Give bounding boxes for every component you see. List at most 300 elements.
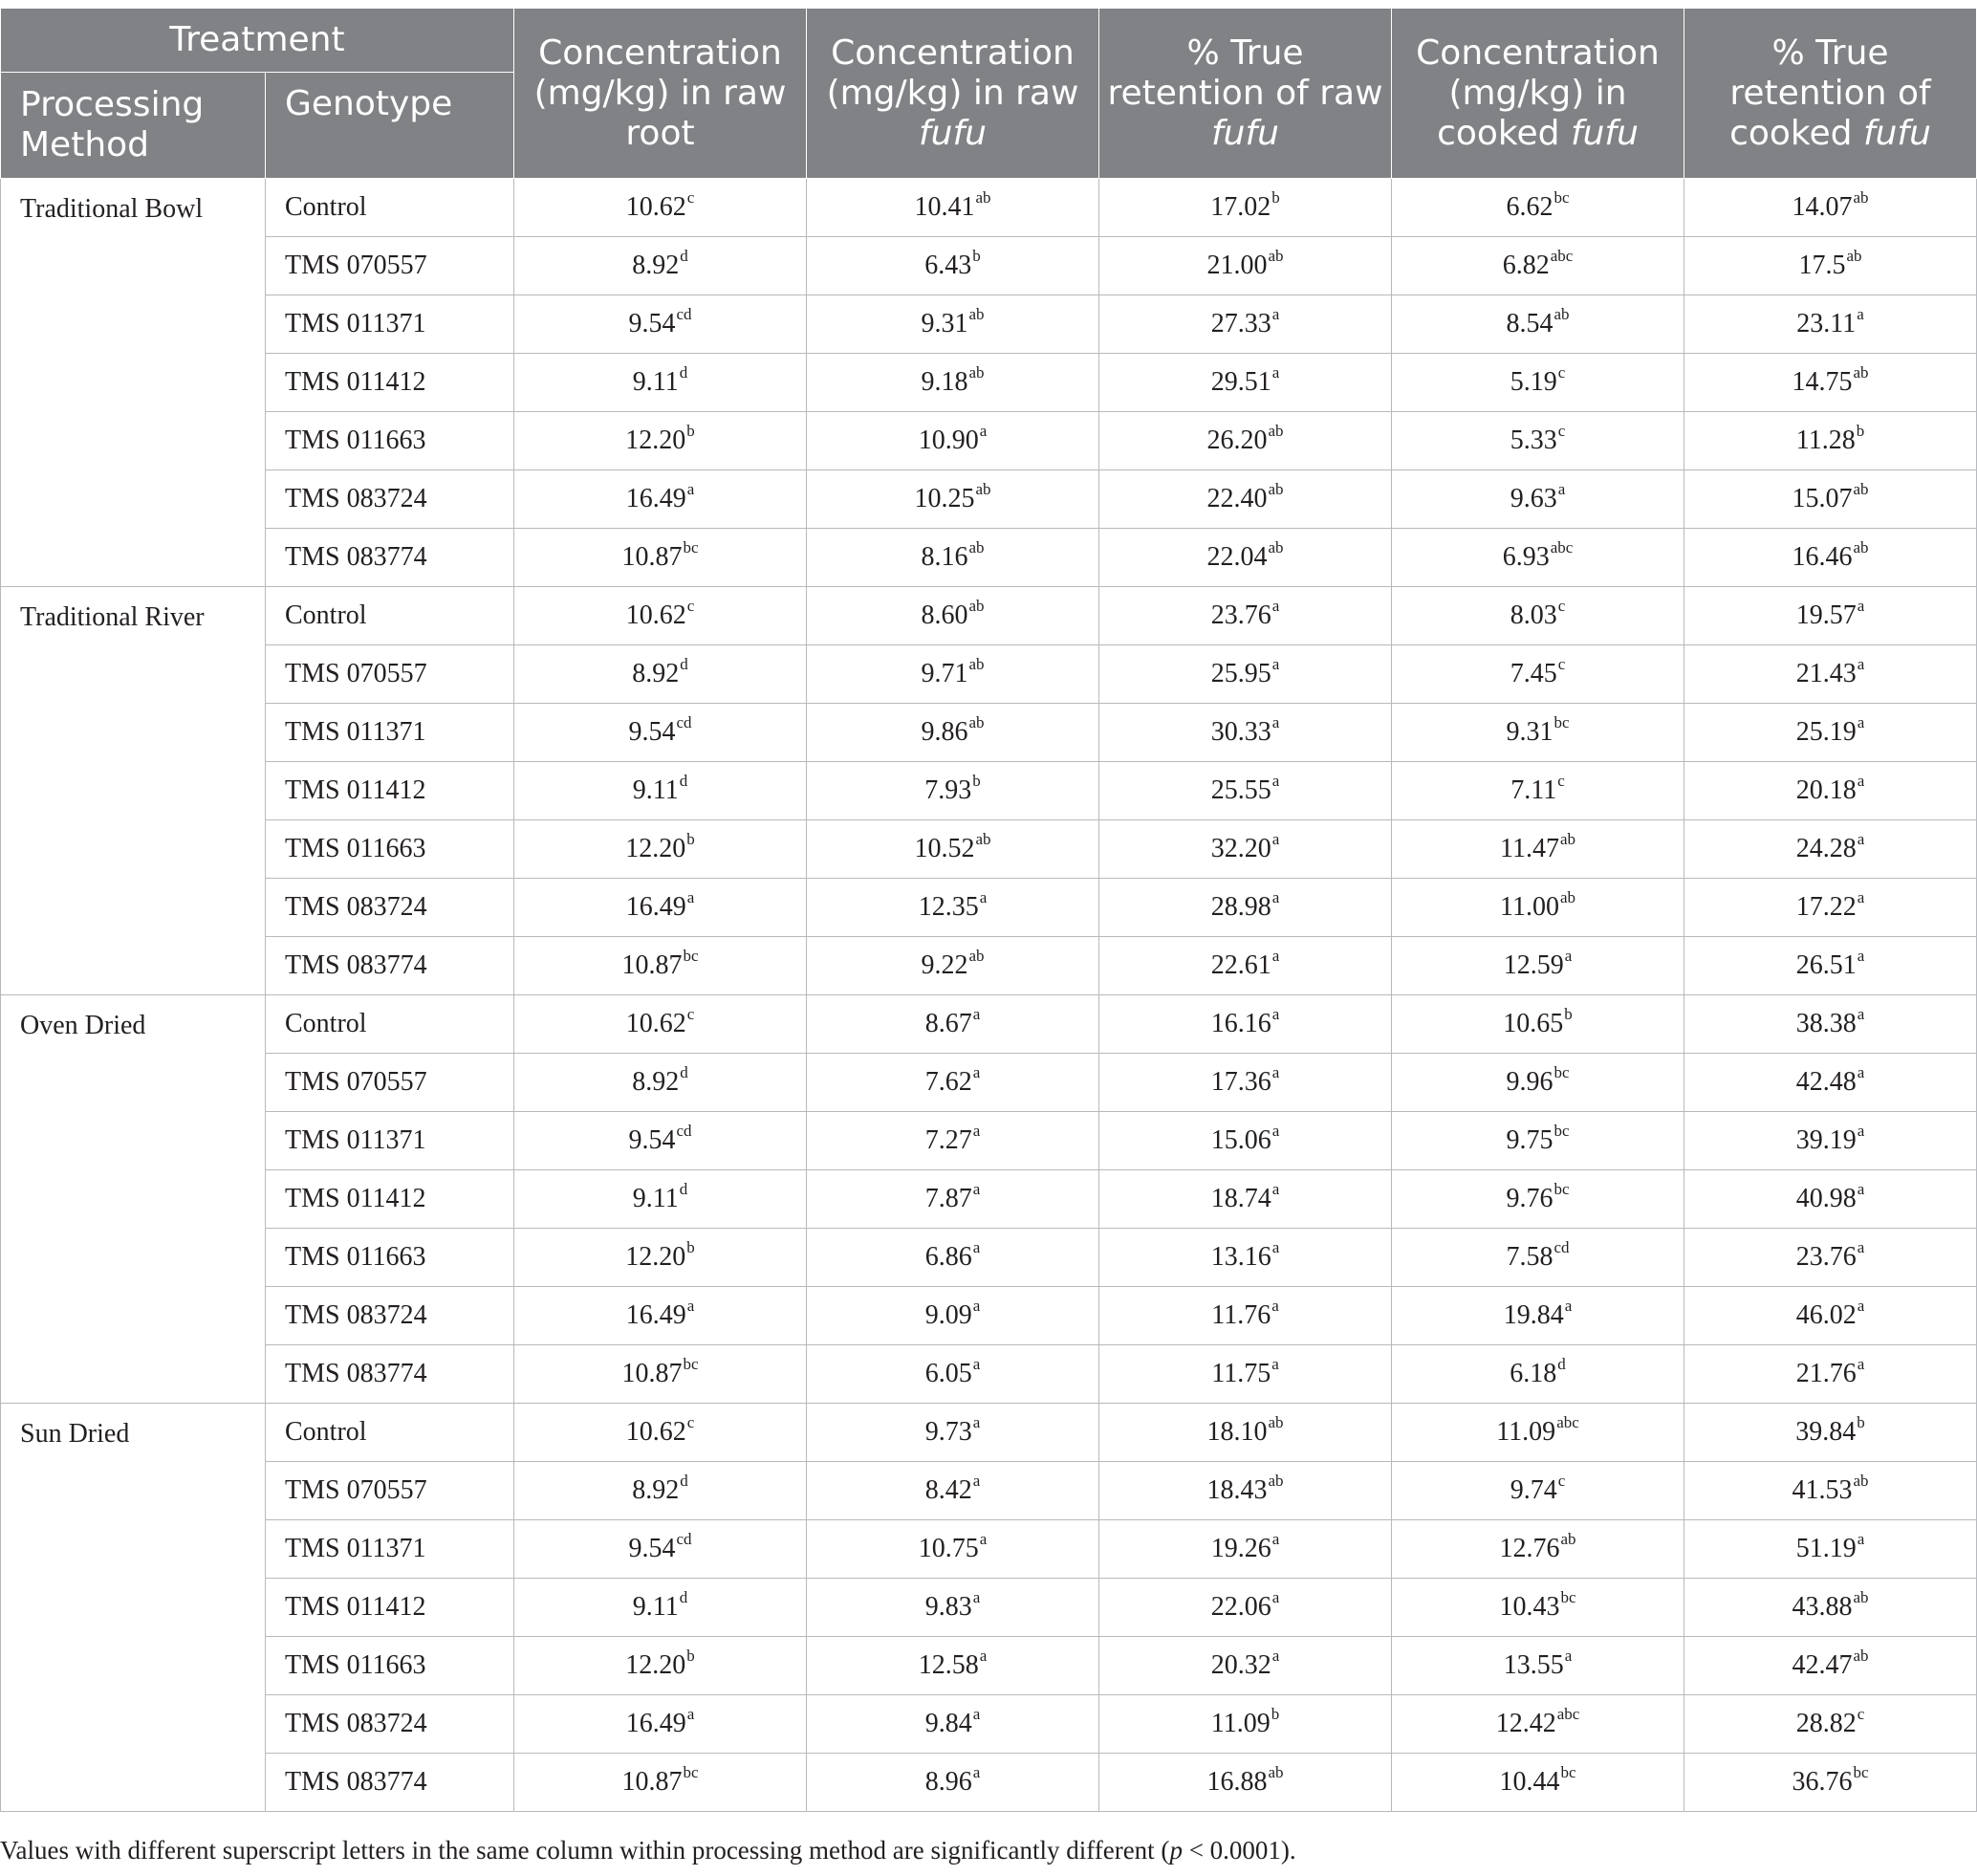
cell-value: 11.00 — [1499, 892, 1559, 922]
value-cell — [1684, 1229, 1977, 1287]
cell-value: 22.06 — [1210, 1592, 1271, 1622]
table-footnote — [0, 1836, 1296, 1865]
genotype-cell: TMS 083724 — [266, 879, 514, 937]
cell-value: 7.93 — [924, 775, 972, 805]
value-cell — [807, 645, 1099, 704]
cell-value: 11.09 — [1210, 1709, 1271, 1738]
genotype-cell: TMS 011371 — [266, 704, 514, 762]
value-cell — [1099, 1170, 1392, 1229]
genotype-cell: TMS 011412 — [266, 354, 514, 412]
value-cell — [514, 529, 807, 587]
cell-superscript: a — [686, 480, 695, 498]
value-cell — [514, 1054, 807, 1112]
value-cell — [807, 1579, 1099, 1637]
value-cell — [514, 587, 807, 645]
cell-superscript: a — [1857, 1122, 1865, 1140]
table-row — [1, 179, 1977, 237]
value-cell — [1684, 295, 1977, 354]
value-cell — [1099, 1695, 1392, 1754]
cell-value: 41.53 — [1792, 1475, 1853, 1505]
value-cell — [1392, 1637, 1684, 1695]
value-cell — [514, 1229, 807, 1287]
cell-superscript: a — [1271, 1588, 1280, 1606]
processing-method-cell: Traditional River — [1, 587, 266, 995]
genotype-cell: TMS 070557 — [266, 1462, 514, 1520]
value-cell — [1392, 354, 1684, 412]
cell-superscript: bc — [683, 538, 699, 556]
value-cell — [514, 1695, 807, 1754]
value-cell — [1099, 1637, 1392, 1695]
cell-superscript: a — [1271, 1180, 1280, 1198]
value-cell — [1392, 704, 1684, 762]
cell-superscript: ab — [1560, 1530, 1576, 1548]
cell-superscript: a — [1857, 1063, 1865, 1081]
cell-value: 20.18 — [1795, 775, 1857, 805]
footnote-text: Values with different superscript letters in the same column within processing method are significantly different ( — [0, 1836, 1170, 1865]
table-row — [1, 529, 1977, 587]
cell-value: 10.87 — [621, 1767, 683, 1797]
value-cell — [1099, 470, 1392, 529]
cell-superscript: bc — [1553, 1063, 1570, 1081]
value-cell — [1099, 704, 1392, 762]
table-row — [1, 1462, 1977, 1520]
cell-superscript: a — [1857, 305, 1864, 323]
value-cell — [1392, 820, 1684, 879]
cell-superscript: a — [686, 1297, 695, 1315]
cell-value: 10.25 — [914, 484, 975, 513]
value-cell — [1392, 762, 1684, 820]
cell-superscript: a — [972, 1005, 981, 1023]
value-cell — [807, 1054, 1099, 1112]
cell-superscript: c — [1557, 597, 1566, 615]
table-row — [1, 1695, 1977, 1754]
cell-value: 9.11 — [632, 775, 679, 805]
value-cell — [1392, 879, 1684, 937]
header-fufu-italic: fufu — [1570, 113, 1639, 153]
cell-superscript: a — [1271, 830, 1280, 848]
cell-superscript: b — [1271, 1705, 1280, 1723]
cell-superscript: bc — [1553, 188, 1570, 207]
value-cell — [1684, 1404, 1977, 1462]
cell-superscript: ab — [1268, 422, 1284, 440]
cell-value: 9.31 — [1506, 717, 1553, 747]
value-cell — [1099, 1579, 1392, 1637]
value-cell — [514, 762, 807, 820]
cell-superscript: a — [686, 888, 695, 906]
cell-value: 12.76 — [1499, 1534, 1560, 1563]
header-treatment: Treatment — [1, 9, 514, 73]
cell-value: 8.42 — [924, 1475, 972, 1505]
cell-superscript: a — [1857, 1297, 1865, 1315]
value-cell — [1099, 1520, 1392, 1579]
value-cell — [1684, 1345, 1977, 1404]
cell-superscript: b — [686, 422, 695, 440]
footnote-tail: < 0.0001). — [1182, 1836, 1296, 1865]
cell-superscript: b — [686, 1647, 695, 1665]
value-cell — [1684, 354, 1977, 412]
value-cell — [1392, 1462, 1684, 1520]
cell-superscript: a — [1857, 1530, 1865, 1548]
table-row — [1, 820, 1977, 879]
cell-superscript: c — [686, 1413, 695, 1431]
genotype-cell: TMS 011663 — [266, 820, 514, 879]
value-cell — [1684, 937, 1977, 995]
cell-value: 16.49 — [625, 484, 686, 513]
cell-superscript: ab — [1559, 888, 1575, 906]
cell-value: 16.49 — [625, 1300, 686, 1330]
value-cell — [807, 1462, 1099, 1520]
value-cell — [807, 1112, 1099, 1170]
cell-value: 17.36 — [1210, 1067, 1271, 1097]
cell-value: 19.26 — [1210, 1534, 1271, 1563]
cell-superscript: ab — [968, 305, 985, 323]
cell-superscript: ab — [1559, 830, 1575, 848]
value-cell — [1099, 1754, 1392, 1812]
value-cell — [514, 820, 807, 879]
value-cell — [1684, 995, 1977, 1054]
cell-superscript: d — [679, 363, 688, 382]
cell-superscript: c — [686, 1005, 695, 1023]
value-cell — [1684, 470, 1977, 529]
cell-value: 12.59 — [1503, 950, 1564, 980]
cell-value: 9.11 — [632, 1184, 679, 1213]
cell-superscript: abc — [1550, 247, 1574, 265]
table-row — [1, 762, 1977, 820]
value-cell — [807, 1520, 1099, 1579]
table-row — [1, 412, 1977, 470]
cell-value: 17.22 — [1795, 892, 1857, 922]
cell-value: 8.92 — [632, 659, 680, 688]
cell-superscript: a — [686, 1705, 695, 1723]
cell-superscript: bc — [1553, 1180, 1570, 1198]
cell-superscript: a — [1564, 1647, 1573, 1665]
value-cell — [807, 179, 1099, 237]
cell-value: 12.42 — [1495, 1709, 1556, 1738]
value-cell — [1392, 1404, 1684, 1462]
header-raw-fufu-label: Concentration (mg/kg) in raw — [826, 33, 1079, 113]
value-cell — [514, 354, 807, 412]
cell-value: 26.20 — [1206, 425, 1268, 455]
value-cell — [1099, 995, 1392, 1054]
value-cell — [1392, 1054, 1684, 1112]
value-cell — [1099, 1112, 1392, 1170]
value-cell — [1684, 762, 1977, 820]
value-cell — [514, 1754, 807, 1812]
cell-value: 12.20 — [625, 425, 686, 455]
cell-value: 23.76 — [1795, 1242, 1857, 1272]
cell-superscript: ab — [1846, 247, 1862, 265]
table-row — [1, 1229, 1977, 1287]
value-cell — [1099, 354, 1392, 412]
value-cell — [1684, 587, 1977, 645]
cell-superscript: d — [679, 1180, 688, 1198]
cell-value: 10.75 — [918, 1534, 979, 1563]
cell-superscript: d — [679, 772, 688, 790]
cell-superscript: a — [979, 1647, 988, 1665]
processing-method-cell: Oven Dried — [1, 995, 266, 1404]
cell-value: 16.49 — [625, 892, 686, 922]
cell-value: 13.55 — [1503, 1650, 1564, 1680]
cell-superscript: a — [1857, 1005, 1865, 1023]
cell-value: 22.61 — [1210, 950, 1271, 980]
cell-value: 39.84 — [1795, 1417, 1857, 1447]
header-raw-root — [514, 9, 807, 179]
genotype-cell: Control — [266, 587, 514, 645]
value-cell — [514, 1579, 807, 1637]
cell-value: 7.58 — [1506, 1242, 1553, 1272]
value-cell — [1684, 1579, 1977, 1637]
table-row — [1, 237, 1977, 295]
cell-superscript: d — [1557, 1355, 1566, 1373]
value-cell — [807, 879, 1099, 937]
cell-value: 6.05 — [924, 1359, 972, 1388]
cell-value: 21.43 — [1795, 659, 1857, 688]
value-cell — [514, 704, 807, 762]
cell-value: 10.52 — [914, 834, 975, 863]
cell-value: 23.11 — [1796, 309, 1857, 338]
retention-table — [0, 8, 1977, 1812]
header-cooked-fufu-label: Concentration (mg/kg) in cooked — [1416, 33, 1660, 153]
cell-value: 42.48 — [1795, 1067, 1857, 1097]
value-cell — [1099, 820, 1392, 879]
table-row — [1, 354, 1977, 412]
value-cell — [1392, 1695, 1684, 1754]
cell-value: 10.65 — [1503, 1009, 1564, 1038]
cell-value: 27.33 — [1210, 309, 1271, 338]
table-row — [1, 1404, 1977, 1462]
cell-value: 9.96 — [1506, 1067, 1553, 1097]
value-cell — [1099, 237, 1392, 295]
cell-value: 10.87 — [621, 542, 683, 572]
cell-superscript: ab — [968, 947, 985, 965]
cell-superscript: a — [972, 1063, 981, 1081]
value-cell — [1392, 587, 1684, 645]
value-cell — [1684, 879, 1977, 937]
value-cell — [514, 295, 807, 354]
genotype-cell: TMS 011412 — [266, 762, 514, 820]
value-cell — [1392, 1170, 1684, 1229]
genotype-cell: TMS 083774 — [266, 529, 514, 587]
value-cell — [1099, 879, 1392, 937]
value-cell — [1684, 1754, 1977, 1812]
genotype-cell: TMS 083724 — [266, 1695, 514, 1754]
cell-superscript: a — [1271, 1005, 1280, 1023]
genotype-cell: TMS 011371 — [266, 295, 514, 354]
cell-superscript: ab — [1268, 538, 1284, 556]
table-row — [1, 937, 1977, 995]
value-cell — [807, 1404, 1099, 1462]
cell-value: 7.27 — [924, 1125, 972, 1155]
value-cell — [514, 1462, 807, 1520]
cell-superscript: c — [1557, 422, 1566, 440]
table-body — [1, 179, 1977, 1812]
value-cell — [1099, 1404, 1392, 1462]
cell-superscript: ab — [1268, 1763, 1284, 1781]
cell-value: 6.82 — [1502, 251, 1550, 280]
cell-value: 21.00 — [1206, 251, 1268, 280]
cell-superscript: ab — [1853, 1472, 1869, 1490]
cell-value: 7.62 — [924, 1067, 972, 1097]
cell-superscript: a — [1271, 363, 1280, 382]
value-cell — [1392, 645, 1684, 704]
cell-value: 10.43 — [1499, 1592, 1560, 1622]
value-cell — [1684, 1170, 1977, 1229]
cell-superscript: ab — [968, 655, 985, 673]
cell-superscript: ab — [1853, 480, 1869, 498]
value-cell — [1099, 645, 1392, 704]
header-retention-cooked — [1684, 9, 1977, 179]
cell-value: 7.11 — [1510, 775, 1557, 805]
cell-superscript: a — [972, 1588, 981, 1606]
cell-value: 19.57 — [1795, 600, 1857, 630]
value-cell — [1684, 237, 1977, 295]
value-cell — [807, 354, 1099, 412]
value-cell — [1099, 179, 1392, 237]
value-cell — [1392, 1287, 1684, 1345]
cell-value: 11.28 — [1795, 425, 1856, 455]
cell-superscript: ab — [975, 480, 991, 498]
value-cell — [1392, 1112, 1684, 1170]
cell-value: 46.02 — [1795, 1300, 1857, 1330]
cell-value: 10.62 — [625, 600, 686, 630]
value-cell — [1684, 645, 1977, 704]
value-cell — [514, 1345, 807, 1404]
cell-superscript: a — [1271, 1647, 1280, 1665]
cell-superscript: a — [1857, 713, 1865, 731]
cell-value: 11.09 — [1496, 1417, 1556, 1447]
cell-value: 28.82 — [1795, 1709, 1857, 1738]
cell-value: 39.19 — [1795, 1125, 1857, 1155]
cell-value: 16.46 — [1792, 542, 1853, 572]
cell-superscript: a — [1857, 1180, 1865, 1198]
cell-value: 8.03 — [1510, 600, 1557, 630]
cell-superscript: b — [1271, 188, 1280, 207]
cell-superscript: b — [1857, 1413, 1865, 1431]
cell-value: 10.87 — [621, 1359, 683, 1388]
cell-superscript: a — [1271, 1063, 1280, 1081]
cell-value: 5.33 — [1510, 425, 1557, 455]
header-retention-raw-label: % True retention of raw — [1107, 33, 1383, 113]
cell-superscript: a — [979, 888, 988, 906]
cell-superscript: a — [1857, 655, 1865, 673]
cell-superscript: d — [680, 247, 688, 265]
cell-superscript: a — [979, 422, 988, 440]
value-cell — [807, 587, 1099, 645]
cell-superscript: ab — [975, 188, 991, 207]
cell-superscript: ab — [1268, 480, 1284, 498]
cell-value: 51.19 — [1795, 1534, 1857, 1563]
cell-superscript: abc — [1550, 538, 1574, 556]
cell-value: 8.96 — [924, 1767, 972, 1797]
header-fufu-italic: fufu — [919, 113, 987, 153]
genotype-cell: TMS 011663 — [266, 1637, 514, 1695]
cell-superscript: ab — [968, 363, 985, 382]
value-cell — [1392, 1579, 1684, 1637]
cell-superscript: a — [1271, 713, 1280, 731]
value-cell — [1392, 412, 1684, 470]
value-cell — [1684, 1637, 1977, 1695]
cell-value: 18.74 — [1210, 1184, 1271, 1213]
value-cell — [1392, 295, 1684, 354]
cell-superscript: ab — [975, 830, 991, 848]
value-cell — [1392, 1229, 1684, 1287]
cell-value: 15.07 — [1792, 484, 1853, 513]
footnote-p: p — [1169, 1836, 1183, 1865]
cell-value: 12.58 — [918, 1650, 979, 1680]
genotype-cell: TMS 083724 — [266, 470, 514, 529]
cell-superscript: cd — [676, 1530, 692, 1548]
cell-superscript: ab — [1268, 1413, 1284, 1431]
cell-value: 18.10 — [1206, 1417, 1268, 1447]
cell-value: 10.41 — [914, 192, 975, 222]
cell-value: 10.90 — [918, 425, 979, 455]
cell-superscript: a — [1271, 1297, 1279, 1315]
genotype-cell: TMS 011663 — [266, 412, 514, 470]
cell-superscript: b — [972, 247, 981, 265]
cell-superscript: b — [972, 772, 981, 790]
value-cell — [1099, 1229, 1392, 1287]
value-cell — [807, 1754, 1099, 1812]
table-row — [1, 1579, 1977, 1637]
cell-value: 10.62 — [625, 1417, 686, 1447]
cell-value: 6.18 — [1510, 1359, 1557, 1388]
cell-superscript: ab — [1853, 1647, 1869, 1665]
cell-value: 36.76 — [1792, 1767, 1853, 1797]
cell-value: 8.92 — [632, 1067, 680, 1097]
value-cell — [514, 1520, 807, 1579]
value-cell — [514, 879, 807, 937]
cell-superscript: c — [1557, 772, 1565, 790]
cell-superscript: b — [1564, 1005, 1573, 1023]
value-cell — [514, 937, 807, 995]
cell-superscript: cd — [676, 1122, 692, 1140]
cell-value: 16.49 — [625, 1709, 686, 1738]
cell-value: 23.76 — [1210, 600, 1271, 630]
cell-superscript: bc — [1553, 1122, 1570, 1140]
cell-superscript: c — [1557, 655, 1566, 673]
cell-value: 13.16 — [1210, 1242, 1271, 1272]
cell-superscript: ab — [1853, 363, 1869, 382]
cell-superscript: a — [1857, 597, 1865, 615]
cell-value: 14.07 — [1792, 192, 1853, 222]
cell-superscript: b — [686, 1238, 695, 1256]
cell-value: 9.54 — [628, 717, 676, 747]
genotype-cell: TMS 011663 — [266, 1229, 514, 1287]
value-cell — [1392, 995, 1684, 1054]
value-cell — [514, 1404, 807, 1462]
cell-superscript: a — [1271, 1355, 1279, 1373]
table-row — [1, 1112, 1977, 1170]
genotype-cell: TMS 083774 — [266, 1345, 514, 1404]
value-cell — [1684, 820, 1977, 879]
cell-value: 9.11 — [632, 367, 679, 397]
value-cell — [1684, 1462, 1977, 1520]
value-cell — [1684, 1287, 1977, 1345]
cell-superscript: a — [1271, 655, 1280, 673]
cell-superscript: c — [1857, 1705, 1865, 1723]
table-row — [1, 1345, 1977, 1404]
cell-value: 12.20 — [625, 1650, 686, 1680]
cell-superscript: a — [979, 1530, 988, 1548]
cell-superscript: d — [680, 1472, 688, 1490]
cell-value: 12.20 — [625, 834, 686, 863]
cell-value: 6.43 — [924, 251, 972, 280]
cell-value: 9.54 — [628, 1534, 676, 1563]
genotype-cell: TMS 070557 — [266, 237, 514, 295]
cell-superscript: a — [1271, 597, 1280, 615]
cell-value: 32.20 — [1210, 834, 1271, 863]
genotype-cell: Control — [266, 1404, 514, 1462]
